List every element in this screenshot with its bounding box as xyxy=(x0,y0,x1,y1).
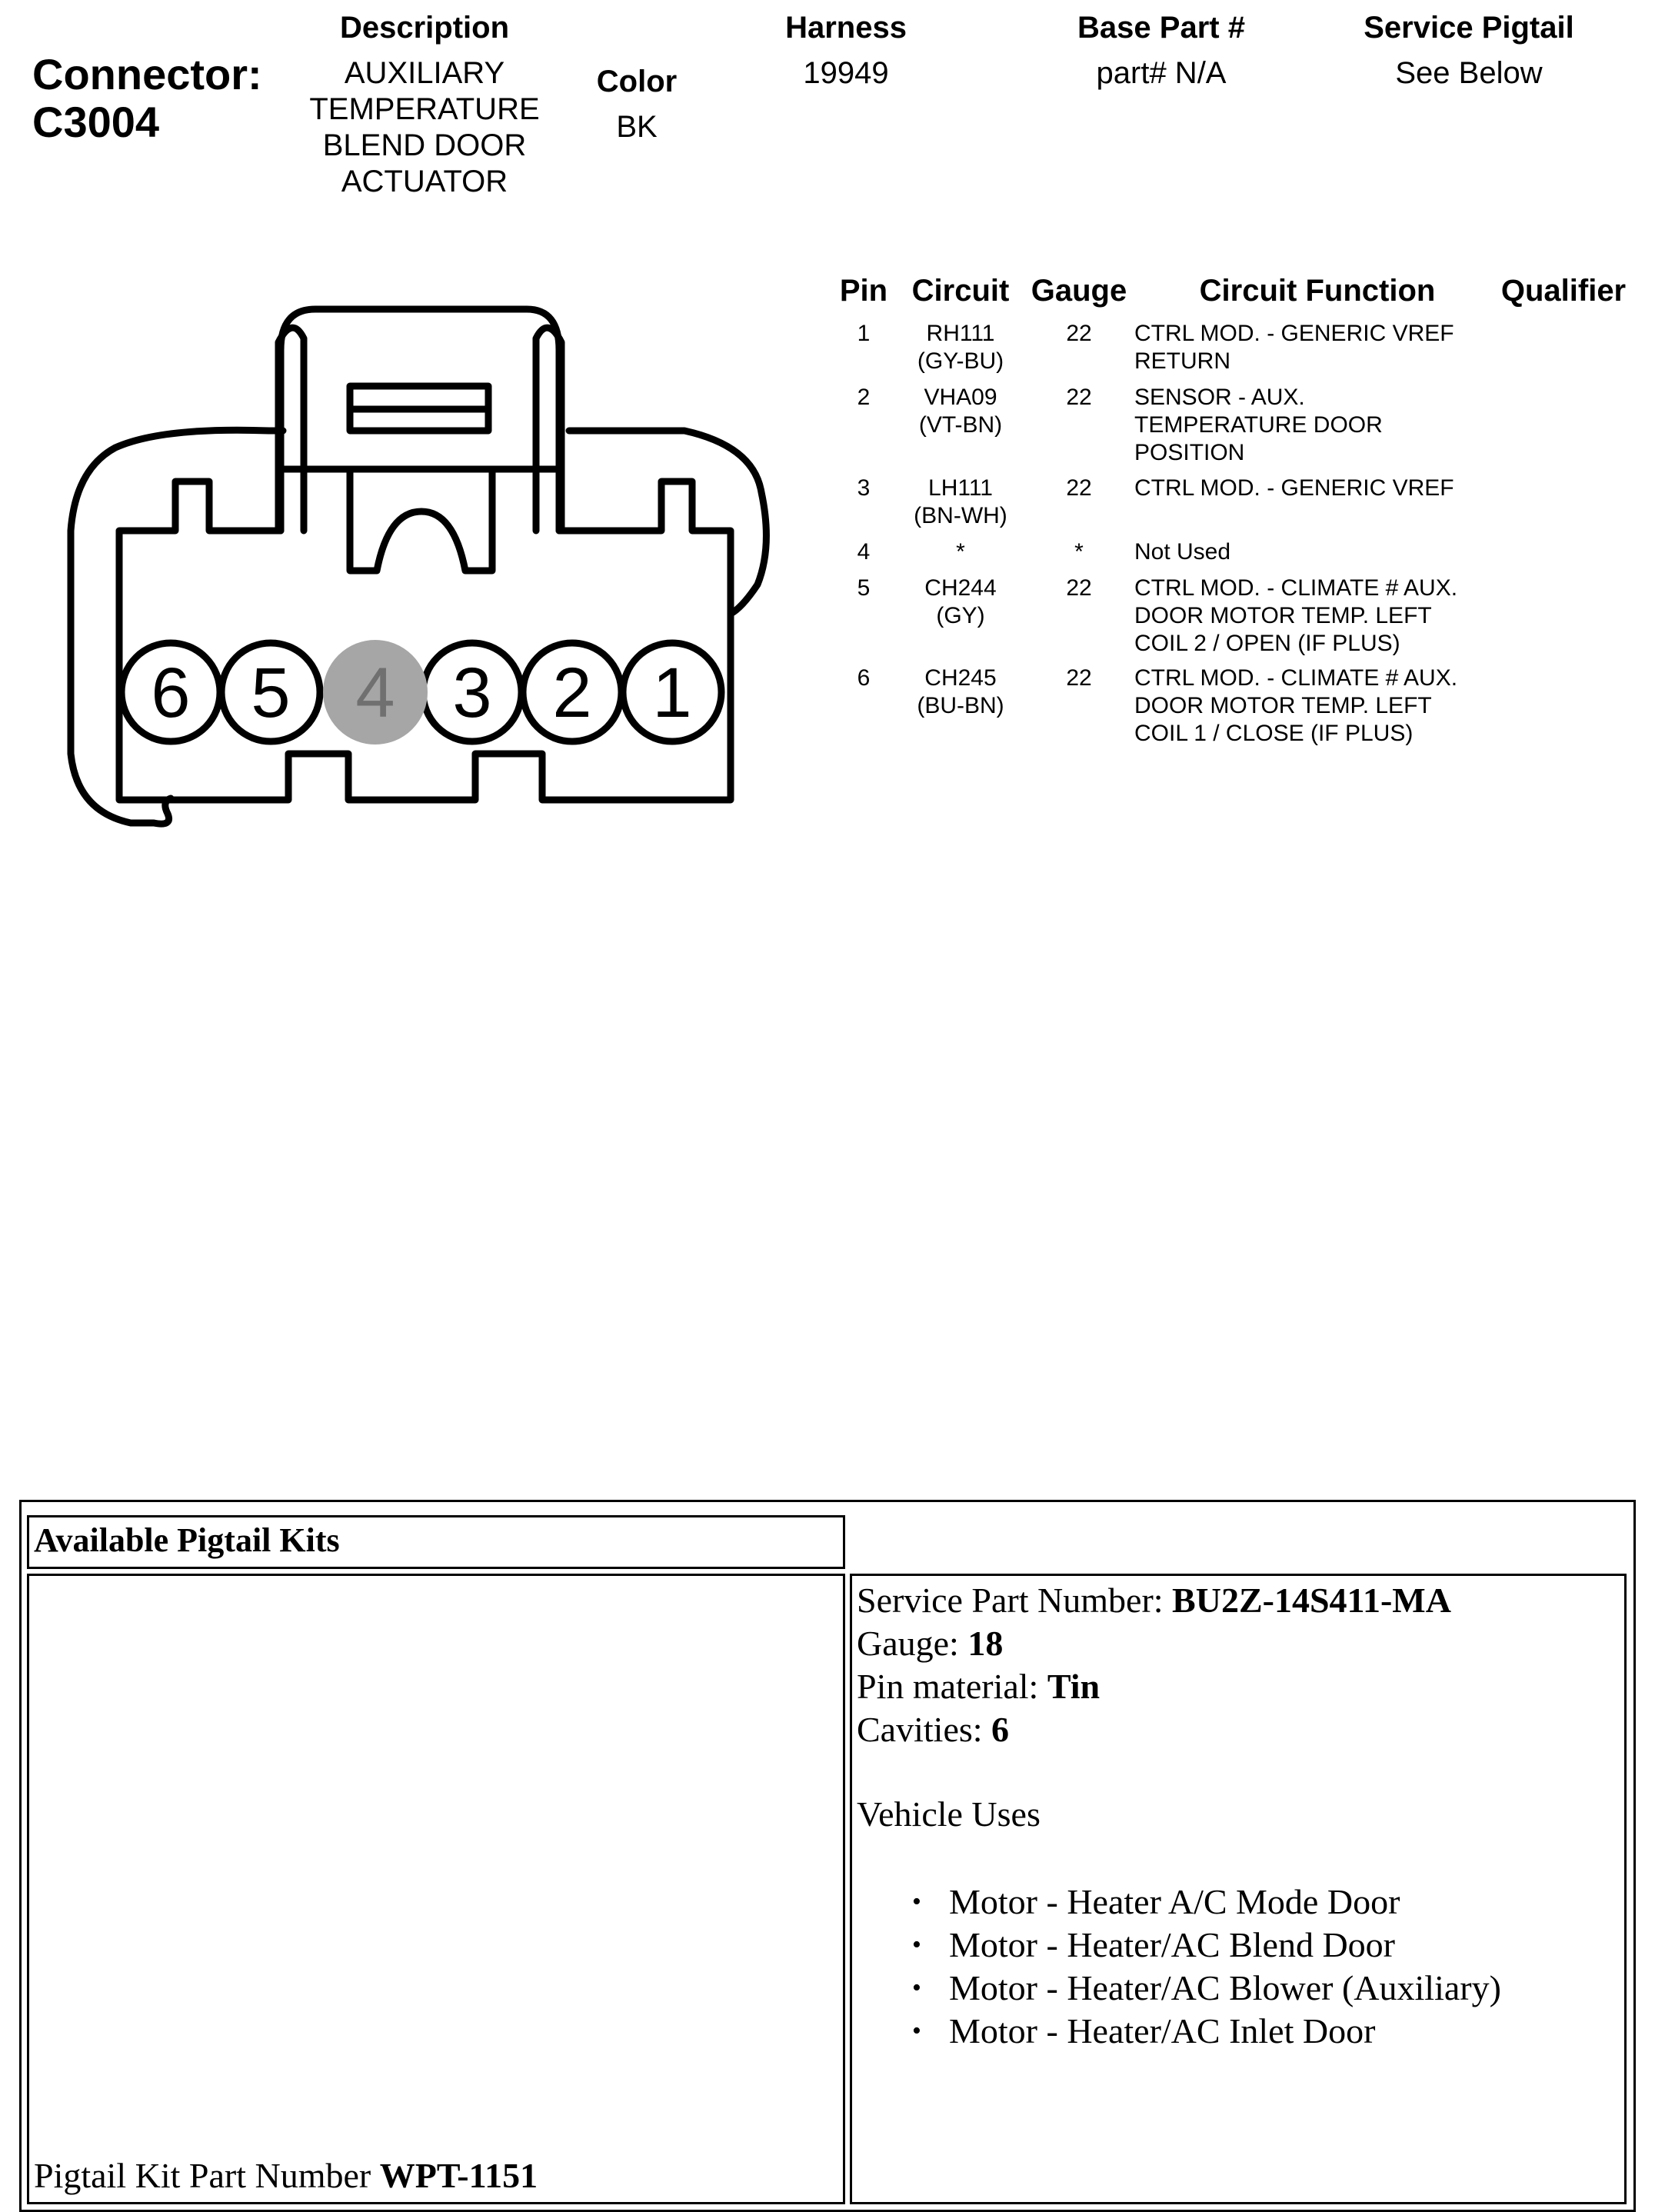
pin-gauge: 22 xyxy=(1066,475,1092,501)
pin-circuit: RH111 (GY-BU) xyxy=(917,321,1004,374)
harness-label: Harness xyxy=(785,11,907,45)
pin-function: SENSOR - AUX. TEMPERATURE DOOR POSITION xyxy=(1134,385,1383,465)
pin-circuit: VHA09 (VT-BN) xyxy=(918,385,1003,438)
cavity-label-5: 5 xyxy=(251,654,291,732)
vehicle-use-item: • Motor - Heater/AC Blower (Auxiliary) xyxy=(912,1967,1618,2010)
kit-part-number-value: WPT-1151 xyxy=(379,2156,538,2195)
cavity-label-2: 2 xyxy=(552,654,592,732)
kit-cavities: Cavities: 6 xyxy=(857,1710,1010,1749)
pin-function: CTRL MOD. - CLIMATE # AUX. DOOR MOTOR TEMP. LEFT COIL 1 / CLOSE (IF PLUS) xyxy=(1134,665,1458,746)
kit-title-cell xyxy=(27,1515,845,1569)
vehicle-use-item: • Motor - Heater/AC Inlet Door xyxy=(912,2010,1618,2053)
pin-gauge: 22 xyxy=(1066,665,1092,691)
base-part-label: Base Part # xyxy=(1077,11,1245,45)
pin-circuit: CH245 (BU-BN) xyxy=(917,665,1004,718)
pin-function: CTRL MOD. - GENERIC VREF xyxy=(1134,475,1454,501)
pin-number: 4 xyxy=(857,539,871,565)
pin-table-header-circuit: Circuit xyxy=(911,274,1010,308)
vehicle-use-item: • Motor - Heater/AC Blend Door xyxy=(912,1924,1618,1967)
pin-number: 3 xyxy=(857,475,871,501)
description-line: TEMPERATURE xyxy=(309,92,540,126)
kit-pin-material: Pin material: Tin xyxy=(857,1667,1101,1706)
pin-function: CTRL MOD. - GENERIC VREF RETURN xyxy=(1134,321,1454,374)
kit-part-number: Pigtail Kit Part Number WPT-1151 xyxy=(34,2156,538,2195)
service-part-number: Service Part Number: BU2Z-14S411-MA xyxy=(857,1581,1451,1620)
harness-value: 19949 xyxy=(803,56,889,90)
connector-latch-block xyxy=(281,309,559,531)
kit-gauge: Gauge: 18 xyxy=(857,1624,1004,1663)
color-value: BK xyxy=(616,110,658,144)
connector-id: C3004 xyxy=(32,98,160,146)
kit-title: Available Pigtail Kits xyxy=(34,1521,340,1559)
pin-gauge: 22 xyxy=(1066,575,1092,601)
cavity-label-6: 6 xyxy=(151,654,191,732)
pin-table-header-function: Circuit Function xyxy=(1199,274,1436,308)
connector-inner-wall xyxy=(119,469,731,800)
vehicle-uses-list xyxy=(912,1881,1618,2053)
vehicle-uses-label: Vehicle Uses xyxy=(857,1794,1041,1834)
cavity-group xyxy=(122,641,721,743)
description-value xyxy=(271,55,578,200)
description-line: ACTUATOR xyxy=(341,165,508,198)
pin-table-header-qualifier: Qualifier xyxy=(1500,274,1627,308)
connector-lock-tab xyxy=(350,469,492,571)
pin-gauge: 22 xyxy=(1066,321,1092,346)
pin-gauge: 22 xyxy=(1066,385,1092,410)
connector-face-diagram xyxy=(54,296,792,850)
pin-function: Not Used xyxy=(1134,539,1231,565)
pin-circuit: CH244 (GY) xyxy=(924,575,997,628)
pin-function: CTRL MOD. - CLIMATE # AUX. DOOR MOTOR TEMP. LEFT COIL 2 / OPEN (IF PLUS) xyxy=(1134,575,1458,656)
kit-details xyxy=(857,1579,1618,2053)
cavity-label-3: 3 xyxy=(452,654,492,732)
service-pigtail-value: See Below xyxy=(1395,56,1543,90)
pin-table-header-gauge: Gauge xyxy=(1031,274,1127,308)
connector-label: Connector: xyxy=(32,50,262,98)
color-label: Color xyxy=(596,65,678,98)
description-line: BLEND DOOR xyxy=(322,128,527,162)
cavity-label-4: 4 xyxy=(355,654,395,732)
pin-table-header-pin: Pin xyxy=(839,274,888,308)
pin-gauge: * xyxy=(1074,539,1084,565)
description-label: Description xyxy=(339,11,510,45)
kit-image-cell xyxy=(27,1574,845,2204)
base-part-value: part# N/A xyxy=(1096,56,1227,90)
description-line: AUXILIARY xyxy=(344,56,505,90)
kit-details-cell xyxy=(850,1574,1627,2204)
vehicle-use-item: • Motor - Heater A/C Mode Door xyxy=(912,1881,1618,1924)
pin-circuit: LH111 (BN-WH) xyxy=(914,475,1007,528)
cavity-label-1: 1 xyxy=(652,654,692,732)
pin-number: 6 xyxy=(857,665,871,691)
pin-circuit: * xyxy=(956,539,965,565)
pin-number: 5 xyxy=(857,575,871,601)
service-pigtail-label: Service Pigtail xyxy=(1364,11,1574,45)
pin-number: 1 xyxy=(857,321,871,346)
pin-number: 2 xyxy=(857,385,871,410)
